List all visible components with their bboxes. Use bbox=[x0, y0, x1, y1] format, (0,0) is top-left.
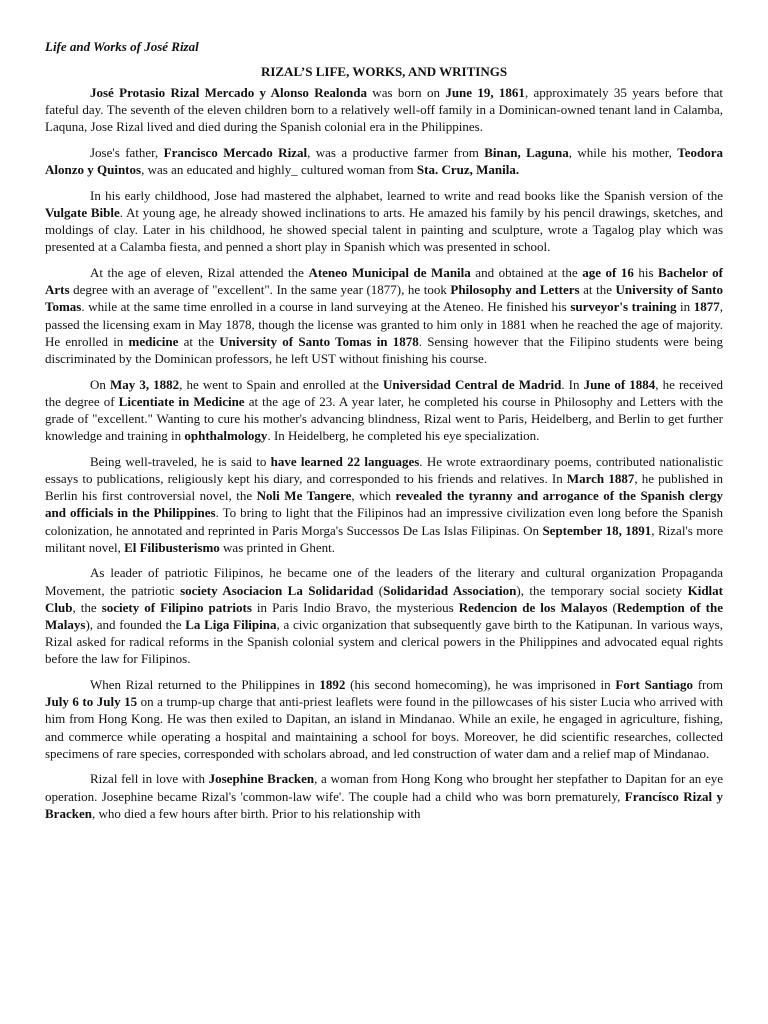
bold-text: Fort Santiago bbox=[615, 677, 693, 693]
text-run: , while his mother, bbox=[568, 145, 678, 160]
bold-text: September 18, 1891 bbox=[542, 522, 652, 538]
text-run: . while at the same time enrolled in a course in land surveying at the Ateneo. He finished his bbox=[81, 299, 571, 315]
text-run: on a trump-up charge that anti-priest leaflets were found in the pillowcases of his sister Lucia who arrived with him from Hong Kong. He was then exiled to Dapitan, an island in Mindanao. While an exile, he engaged in agriculture, fishing, and commerce while operating a hospital and maintaining a school for boys. Moreover, he did scientific researches, collected specimens of rare species, corresponded with scholars abroad, and led construction of water dam and a relief map of Mindanao. bbox=[45, 694, 723, 761]
bold-text: Francísco Rizal y Bracken bbox=[45, 788, 723, 821]
bold-text: revealed the tyranny and arrogance of the Spanish clergy and officials in the Philippines bbox=[45, 488, 724, 521]
text-run: , he published in Berlin his first controversial novel, the bbox=[45, 471, 723, 504]
paragraph-6 bbox=[45, 453, 723, 556]
text-run: , a woman from Hong Kong who brought her stepfather to Dapitan for an eye operation. Josephine became Rizal's 'common-law wife'. The couple had a child who was born prematurely, bbox=[45, 771, 723, 804]
text-run: at the age of 23. A year later, he completed his course in Philosophy and Letters with the grade of "excellent." Wanting to cure his mother's advancing blindness, Rizal went to Paris, Heidelberg, and Berlin to get further knowledge and training in bbox=[45, 393, 724, 444]
paragraph-9 bbox=[45, 770, 723, 822]
bold-text: Josephine Bracken bbox=[208, 771, 315, 787]
text-run: in Paris Indio Bravo, the mysterious bbox=[251, 599, 459, 615]
paragraph-4 bbox=[45, 264, 723, 367]
paragraph-2 bbox=[45, 144, 723, 178]
text-run: , was an educated and highly_ cultured woman from bbox=[141, 162, 417, 178]
paragraph-1 bbox=[45, 84, 723, 136]
bold-text: Francisco Mercado Rizal bbox=[163, 145, 308, 160]
bold-text: ophthalmology bbox=[184, 428, 268, 444]
text-run: Being well-traveled, he is said to bbox=[90, 453, 271, 469]
text-run: , was a productive farmer from bbox=[307, 145, 485, 160]
bold-text: have learned 22 languages bbox=[270, 453, 420, 469]
text-run: . He wrote extraordinary poems, contributed nationalistic essays to publications, religiously kept his diary, and corresponded to his friends and relatives. In bbox=[45, 453, 723, 487]
bold-text: Kidlat Club bbox=[45, 582, 723, 615]
text-run: ), and founded the bbox=[85, 617, 186, 633]
bold-text: Sta. Cruz, Manila. bbox=[416, 162, 520, 178]
bold-text: July 6 to July 15 bbox=[45, 694, 138, 710]
text-run: . Sensing however that the Filipino students were being discriminated by the Dominican professors, he left UST without finishing his course. bbox=[45, 333, 724, 367]
text-run: , a civic organization that subsequently gave birth to the Katipunan. In various ways, Rizal asked for radical reforms in the Spanish colonial system and clerical powers in the Philippines and advocated equal rights before the law for Filipinos. bbox=[45, 617, 723, 667]
text-run: , who died a few hours after birth. Prior to his relationship with bbox=[91, 805, 421, 821]
paragraph-5 bbox=[45, 376, 723, 445]
bold-text: Redencion de los Malayos bbox=[458, 599, 608, 615]
text-run: When Rizal returned to the Philippines in bbox=[90, 677, 320, 693]
bold-text: University of Santo Tomas bbox=[45, 282, 724, 315]
text-run: At the age of eleven, Rizal attended the bbox=[90, 265, 309, 280]
text-run: , approximately 35 years before that fateful day. The seventh of the eleven children born to a relatively well-off family in a Dominican-owned tenant land in Calamba, Laquna, Jose Rizal lived and died during the Spanish colonial era in the Philippines. bbox=[45, 85, 723, 135]
bold-text: June 19, 1861 bbox=[445, 85, 525, 100]
paragraph-8 bbox=[45, 676, 723, 762]
bold-text: society Asociacion La Solidaridad bbox=[180, 582, 374, 598]
text-run: . At young age, he already showed inclinations to arts. He amazed his family by his pencil drawings, sketches, and moldings of clay. Later in his childhood, he showed special talent in painting and sculpture, wrote a Tagalog play which was presented at a Calamba fiesta, and penned a short play in Spanish which was presented in school. bbox=[45, 205, 723, 255]
bold-text: March 1887 bbox=[566, 471, 635, 487]
text-run: was printed in Ghent. bbox=[219, 539, 335, 555]
text-run: . In Heidelberg, he completed his eye specialization. bbox=[267, 428, 540, 444]
bold-text: Noli Me Tangere bbox=[256, 488, 352, 504]
bold-text: Binan, Laguna bbox=[484, 145, 569, 160]
text-run: In his early childhood, Jose had mastered the alphabet, learned to write and read books like the Spanish version of the bbox=[90, 187, 723, 203]
document-body bbox=[45, 84, 723, 822]
text-run: ( bbox=[607, 599, 617, 615]
bold-text: 1892 bbox=[319, 677, 346, 693]
bold-text: surveyor's training bbox=[570, 299, 677, 315]
text-run: degree with an average of "excellent". In the same year (1877), he took bbox=[69, 282, 451, 298]
text-run: , Rizal's more militant novel, bbox=[45, 522, 724, 555]
text-run: , he received the degree of bbox=[45, 376, 723, 409]
text-run: On bbox=[90, 376, 110, 392]
paragraph-3 bbox=[45, 187, 723, 256]
text-run: , passed the licensing exam in May 1878, though the license was granted to him only in 1881 when he reached the age of majority. He enrolled in bbox=[45, 299, 723, 349]
text-run: . To bring to light that the Filipinos had an impressive civilization even long before the Spanish colonization, he annotated and reprinted in Paris Morga's Successos De Las Islas Filipinas. On bbox=[45, 505, 724, 538]
bold-text: age of 16 bbox=[582, 265, 634, 280]
paragraph-7 bbox=[45, 564, 723, 667]
text-run: and obtained at the bbox=[470, 265, 583, 280]
bold-text: June of 1884 bbox=[583, 376, 656, 392]
bold-text: El Filibusterismo bbox=[124, 539, 220, 555]
text-run: ( bbox=[373, 582, 384, 598]
text-run: Jose's father, bbox=[90, 145, 164, 160]
bold-text: society of Filipino patriots bbox=[101, 599, 252, 615]
text-run: at the bbox=[178, 333, 220, 349]
bold-text: Licentiate in Medicine bbox=[118, 393, 245, 409]
document-title: RIZAL’S LIFE, WORKS, AND WRITINGS bbox=[260, 64, 508, 79]
text-run: his bbox=[633, 265, 659, 280]
text-run: in bbox=[676, 299, 694, 315]
text-run: ), the temporary social society bbox=[516, 582, 688, 598]
bold-text: May 3, 1882 bbox=[109, 376, 180, 392]
text-run: , the bbox=[72, 599, 102, 615]
bold-text: Bachelor of Arts bbox=[45, 265, 723, 298]
text-run: was born on bbox=[366, 85, 446, 100]
text-run: (his second homecoming), he was imprisoned in bbox=[345, 677, 616, 693]
text-run: from bbox=[692, 677, 723, 693]
bold-text: medicine bbox=[128, 333, 179, 349]
running-header: Life and Works of José Rizal bbox=[45, 39, 199, 54]
text-run: Rizal fell in love with bbox=[90, 771, 209, 787]
bold-text: 1877 bbox=[693, 299, 720, 315]
bold-text: La Liga Filipina bbox=[185, 617, 277, 633]
bold-text: Universidad Central de Madrid bbox=[383, 376, 562, 392]
bold-text: Teodora Alonzo y Quintos bbox=[45, 145, 723, 178]
bold-text: José Protasio Rizal Mercado y Alonso Realonda bbox=[90, 85, 367, 100]
text-run: , he went to Spain and enrolled at the bbox=[179, 376, 383, 392]
bold-text: Solidaridad Association bbox=[383, 582, 517, 598]
text-run: at the bbox=[579, 282, 616, 298]
bold-text: Ateneo Municipal de Manila bbox=[308, 265, 471, 280]
bold-text: Vulgate Bible bbox=[45, 205, 120, 220]
text-run: As leader of patriotic Filipinos, he became one of the leaders of the literary and cultural organization Propaganda Movement, the patriotic bbox=[45, 565, 723, 598]
bold-text: University of Santo Tomas in 1878 bbox=[219, 333, 419, 349]
bold-text: Redemption of the Malays bbox=[45, 599, 723, 633]
text-run: , which bbox=[351, 488, 396, 504]
text-run: . In bbox=[561, 376, 584, 392]
bold-text: Philosophy and Letters bbox=[450, 282, 580, 298]
